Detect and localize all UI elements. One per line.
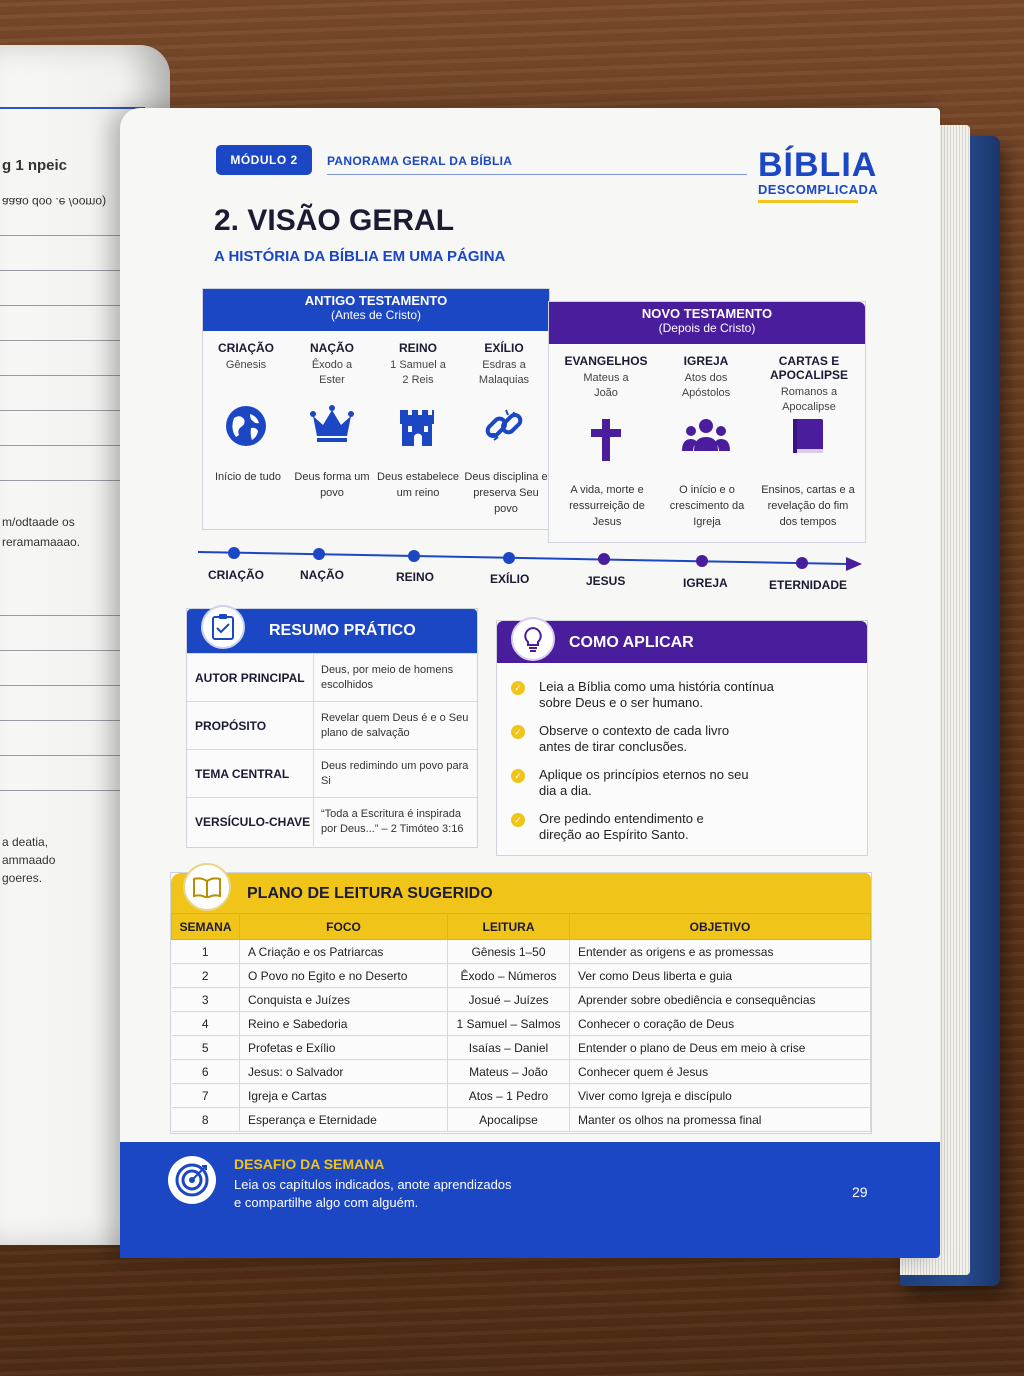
- at-subtitle: (Antes de Cristo): [330, 308, 422, 322]
- timeline-label: CRIAÇÃO: [208, 568, 264, 582]
- globe-icon: [203, 404, 289, 448]
- col-header: OBJETIVO: [570, 914, 871, 940]
- people-icon: [663, 417, 749, 453]
- era-books: Gênesis: [225, 359, 267, 371]
- resumo-row: [187, 797, 477, 845]
- left-page-text-fragment: a deatia,: [2, 835, 49, 849]
- resumo-title: RESUMO PRÁTICO: [269, 622, 416, 639]
- era-name: NAÇÃO: [310, 341, 354, 355]
- desafio-text: [234, 1176, 512, 1212]
- cell-leitura: Gênesis 1–50: [448, 940, 570, 964]
- brand-underline: [758, 200, 858, 203]
- table-row: [172, 988, 871, 1012]
- col-header: FOCO: [240, 914, 448, 940]
- page-number: 29: [852, 1184, 868, 1200]
- era-name: EVANGELHOS: [564, 354, 648, 368]
- cell-semana: 4: [172, 1012, 240, 1036]
- cell-leitura: 1 Samuel – Salmos: [448, 1012, 570, 1036]
- novo-testamento-header: [549, 302, 865, 344]
- left-page-text-fragment: ammaado: [2, 853, 56, 867]
- col-header: LEITURA: [448, 914, 570, 940]
- resumo-key: PROPÓSITO: [195, 719, 267, 733]
- table-row: [172, 1084, 871, 1108]
- desafio-footer: [120, 1142, 940, 1258]
- left-page-rule: [0, 107, 145, 109]
- resumo-value: Deus, por meio de homens escolhidos: [321, 664, 454, 691]
- left-page-text-fragment: goeres.: [2, 871, 43, 885]
- cell-foco: Reino e Sabedoria: [240, 1012, 448, 1036]
- timeline-label: EXÍLIO: [490, 572, 530, 586]
- era-exilio: [461, 341, 547, 388]
- nt-subtitle: (Depois de Cristo): [658, 321, 756, 335]
- aplicar-text: Aplique os princípios eternos no seu dia a dia.: [539, 767, 749, 798]
- timeline-dot: [796, 557, 808, 569]
- open-book-icon: [183, 863, 231, 911]
- check-icon: ✓: [511, 813, 525, 827]
- aplicar-item: [511, 811, 851, 843]
- timeline-label: NAÇÃO: [300, 568, 344, 582]
- check-icon: ✓: [511, 769, 525, 783]
- era-reino: [375, 341, 461, 388]
- check-icon: ✓: [511, 681, 525, 695]
- timeline-label: JESUS: [586, 574, 626, 588]
- desafio-title: DESAFIO DA SEMANA: [234, 1156, 385, 1172]
- cell-foco: Jesus: o Salvador: [240, 1060, 448, 1084]
- era-books: Romanos a Apocalipse: [780, 386, 838, 413]
- nt-title: NOVO TESTAMENTO: [641, 306, 773, 321]
- aplicar-text: Leia a Bíblia como uma história contínua sobre Deus e o ser humano.: [539, 679, 774, 710]
- broken-chain-icon: [461, 404, 547, 448]
- aplicar-item: [511, 767, 851, 799]
- book-icon: [765, 417, 851, 457]
- como-aplicar-card: [496, 620, 868, 856]
- era-criacao: [203, 341, 289, 373]
- era-desc: O início e o crescimento da Igreja: [669, 484, 745, 528]
- cell-foco: Esperança e Eternidade: [240, 1108, 448, 1132]
- cell-semana: 2: [172, 964, 240, 988]
- resumo-key: VERSÍCULO-CHAVE: [195, 815, 311, 829]
- resumo-value: Revelar quem Deus é e o Seu plano de salvação: [321, 712, 469, 739]
- crown-icon: [289, 404, 375, 444]
- aplicar-title: COMO APLICAR: [569, 634, 694, 651]
- era-desc: A vida, morte e ressurreição de Jesus: [569, 484, 645, 528]
- era-nacao: [289, 341, 375, 388]
- plano-header: [171, 873, 871, 913]
- brand-logo: [758, 148, 878, 203]
- era-books: Mateus a João: [583, 372, 629, 399]
- era-books: Atos dos Apóstolos: [681, 372, 731, 399]
- plano-table: [171, 913, 871, 1132]
- timeline-dot: [313, 548, 325, 560]
- plano-de-leitura: [170, 872, 872, 1134]
- era-cartas: [759, 354, 859, 415]
- resumo-key: AUTOR PRINCIPAL: [195, 671, 305, 685]
- cell-objetivo: Conhecer quem é Jesus: [570, 1060, 871, 1084]
- era-igreja: [659, 354, 753, 401]
- cell-objetivo: Aprender sobre obediência e consequências: [570, 988, 871, 1012]
- cell-leitura: Isaías – Daniel: [448, 1036, 570, 1060]
- cell-semana: 6: [172, 1060, 240, 1084]
- era-name: CRIAÇÃO: [218, 341, 274, 355]
- plano-title: PLANO DE LEITURA SUGERIDO: [247, 885, 493, 902]
- cell-foco: Conquista e Juízes: [240, 988, 448, 1012]
- era-desc: Deus estabelece um reino: [377, 471, 459, 499]
- module-badge: MÓDULO 2: [216, 145, 312, 175]
- table-row: [172, 1108, 871, 1132]
- cell-objetivo: Entender o plano de Deus em meio à crise: [570, 1036, 871, 1060]
- resumo-value: “Toda a Escritura é inspirada por Deus...” – 2 Timóteo 3:16: [321, 808, 464, 835]
- era-name: CARTAS E APOCALIPSE: [769, 354, 848, 382]
- cell-foco: A Criação e os Patriarcas: [240, 940, 448, 964]
- cell-semana: 5: [172, 1036, 240, 1060]
- page-subtitle: A HISTÓRIA DA BÍBLIA EM UMA PÁGINA: [214, 248, 506, 265]
- aplicar-item: [511, 723, 851, 755]
- section-title: PANORAMA GERAL DA BÍBLIA: [327, 154, 513, 168]
- antigo-testamento-panel: [202, 288, 550, 530]
- left-page-text-fragment: aaao doo .e /oomo): [2, 195, 107, 209]
- era-desc: Deus forma um povo: [294, 471, 370, 499]
- cell-objetivo: Entender as origens e as promessas: [570, 940, 871, 964]
- at-title: ANTIGO TESTAMENTO: [304, 293, 448, 308]
- clipboard-icon: [201, 605, 245, 649]
- timeline-label: REINO: [396, 570, 435, 584]
- resumo-row: [187, 749, 477, 797]
- table-row: [172, 1060, 871, 1084]
- cell-objetivo: Ver como Deus liberta e guia: [570, 964, 871, 988]
- cell-foco: Profetas e Exílio: [240, 1036, 448, 1060]
- timeline-dot: [696, 555, 708, 567]
- page-title: 2. VISÃO GERAL: [214, 204, 455, 237]
- aplicar-text: Ore pedindo entendimento e direção ao Espírito Santo.: [539, 811, 704, 842]
- cell-semana: 7: [172, 1084, 240, 1108]
- timeline-label: ETERNIDADE: [769, 578, 848, 592]
- desafio-line: e compartilhe algo com alguém.: [234, 1195, 419, 1210]
- era-evangelhos: [559, 354, 653, 401]
- brand-main: BÍBLIA: [758, 146, 878, 184]
- left-page-text-fragment: reramamaaao.: [2, 535, 81, 549]
- left-page-text-fragment: m/odtaade os: [2, 515, 75, 529]
- table-row: [172, 1012, 871, 1036]
- table-row: [172, 1036, 871, 1060]
- cell-leitura: Atos – 1 Pedro: [448, 1084, 570, 1108]
- era-name: EXÍLIO: [484, 341, 524, 355]
- left-page-heading-fragment: g 1 npeic: [2, 157, 68, 174]
- resumo-row: [187, 701, 477, 749]
- timeline-line: [198, 544, 868, 574]
- cell-semana: 1: [172, 940, 240, 964]
- timeline-label: IGREJA: [683, 576, 728, 590]
- timeline-dot: [228, 547, 240, 559]
- resumo-value: Deus redimindo um povo para Si: [321, 760, 469, 787]
- cell-foco: O Povo no Egito e no Deserto: [240, 964, 448, 988]
- cell-objetivo: Conhecer o coração de Deus: [570, 1012, 871, 1036]
- timeline-dot: [598, 553, 610, 565]
- aplicar-item: [511, 679, 851, 711]
- target-icon: [168, 1156, 216, 1204]
- cell-foco: Igreja e Cartas: [240, 1084, 448, 1108]
- timeline-dot: [503, 552, 515, 564]
- castle-icon: [375, 404, 461, 448]
- resumo-pratico-card: [186, 608, 478, 848]
- table-row: [172, 940, 871, 964]
- timeline-dot: [408, 550, 420, 562]
- brand-sub: DESCOMPLICADA: [758, 182, 879, 197]
- novo-testamento-panel: [548, 301, 866, 543]
- aplicar-text: Observe o contexto de cada livro antes de tirar conclusões.: [539, 723, 730, 754]
- era-books: Esdras a Malaquias: [478, 359, 530, 386]
- era-books: Êxodo a Ester: [311, 359, 353, 386]
- cell-leitura: Mateus – João: [448, 1060, 570, 1084]
- right-page: [120, 108, 940, 1258]
- era-name: IGREJA: [683, 354, 729, 368]
- check-icon: ✓: [511, 725, 525, 739]
- era-desc: Ensinos, cartas e a revelação do fim dos tempos: [761, 484, 855, 528]
- era-name: REINO: [398, 341, 437, 355]
- cell-leitura: Apocalipse: [448, 1108, 570, 1132]
- lightbulb-icon: [511, 617, 555, 661]
- antigo-testamento-header: [203, 289, 549, 331]
- col-header: SEMANA: [172, 914, 240, 940]
- resumo-header: [187, 609, 477, 653]
- header-divider: [327, 174, 747, 175]
- cell-semana: 3: [172, 988, 240, 1012]
- table-row: [172, 964, 871, 988]
- cross-icon: [563, 417, 649, 463]
- resumo-row: [187, 653, 477, 701]
- era-desc: Deus disciplina e preserva Seu povo: [464, 471, 548, 515]
- era-desc: Início de tudo: [214, 471, 282, 483]
- cell-semana: 8: [172, 1108, 240, 1132]
- cell-leitura: Josué – Juízes: [448, 988, 570, 1012]
- cell-objetivo: Manter os olhos na promessa final: [570, 1108, 871, 1132]
- aplicar-header: [497, 621, 867, 663]
- cell-leitura: Êxodo – Números: [448, 964, 570, 988]
- desafio-line: Leia os capítulos indicados, anote aprendizados: [234, 1177, 512, 1192]
- resumo-key: TEMA CENTRAL: [195, 767, 290, 781]
- cell-objetivo: Viver como Igreja e discípulo: [570, 1084, 871, 1108]
- era-books: 1 Samuel a 2 Reis: [390, 359, 446, 386]
